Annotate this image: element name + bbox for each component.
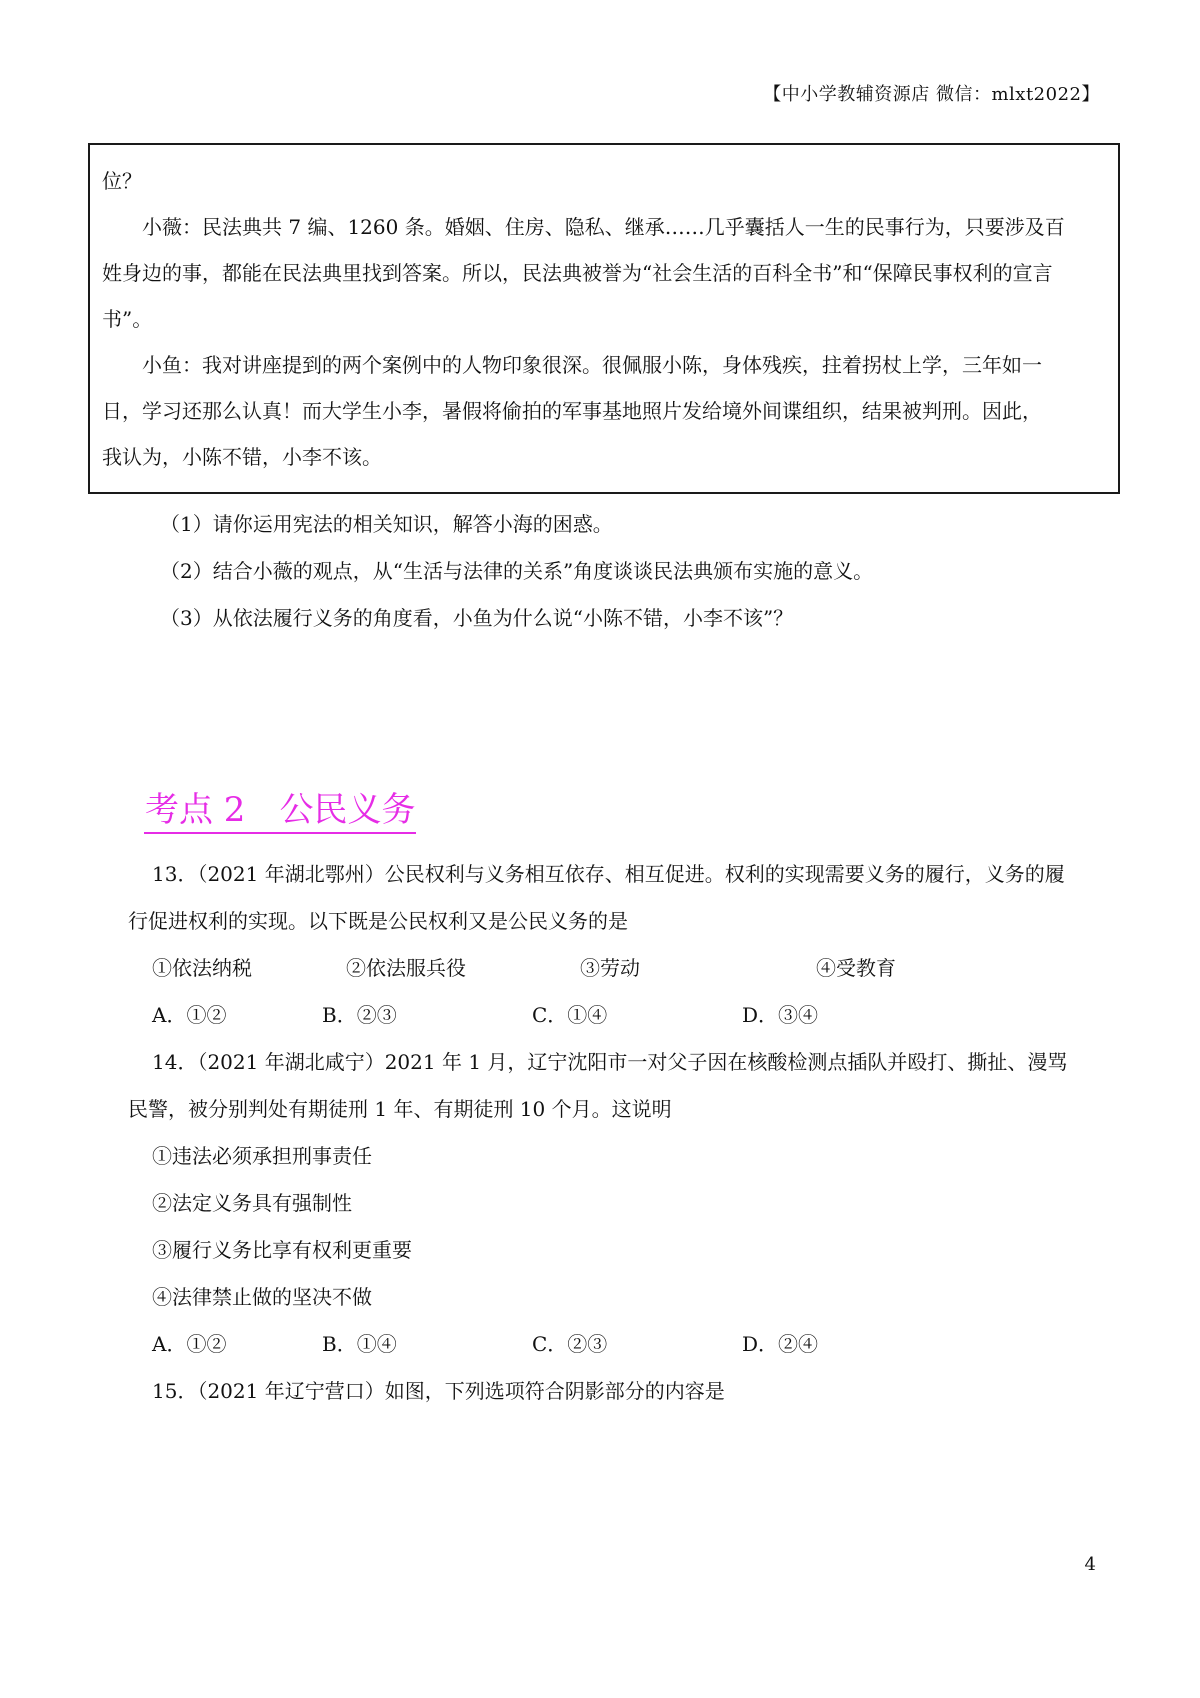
- question-1: （1）请你运用宪法的相关知识，解答小海的困惑。: [160, 512, 613, 536]
- q14-item-4: ④法律禁止做的坚决不做: [152, 1285, 372, 1309]
- page-number: 4: [1084, 1554, 1096, 1575]
- box-line: 位？: [102, 169, 142, 193]
- q13-item-1: ①依法纳税: [152, 956, 252, 980]
- page-header: 【中小学教辅资源店 微信：mlxt2022】: [763, 84, 1100, 105]
- q14-choice-b: B．①④: [322, 1332, 397, 1356]
- q13-choice-d: D．③④: [742, 1003, 819, 1027]
- box-line: 书”。: [102, 307, 153, 331]
- q14-choice-c: C．②③: [532, 1332, 608, 1356]
- q14-item-3: ③履行义务比享有权利更重要: [152, 1238, 412, 1262]
- q14-item-1: ①违法必须承担刑事责任: [152, 1144, 372, 1168]
- box-line: 我认为，小陈不错，小李不该。: [102, 445, 382, 469]
- q13-stem-line1: 13．（2021 年湖北鄂州）公民权利与义务相互依存、相互促进。权利的实现需要义务的履行，义务的履: [152, 862, 1065, 886]
- q14-choice-a: A．①②: [152, 1332, 227, 1356]
- q14-stem-line1: 14．（2021 年湖北咸宁）2021 年 1 月，辽宁沈阳市一对父子因在核酸检测点插队并殴打、撕扯、漫骂: [152, 1050, 1068, 1074]
- q13-stem-line2: 行促进权利的实现。以下既是公民权利又是公民义务的是: [128, 909, 628, 933]
- q13-item-4: ④受教育: [816, 956, 896, 980]
- q13-item-3: ③劳动: [580, 956, 640, 980]
- q13-choice-a: A．①②: [152, 1003, 227, 1027]
- section-title: 考点 2 公民义务: [144, 788, 416, 834]
- question-3: （3）从依法履行义务的角度看，小鱼为什么说“小陈不错，小李不该”？: [160, 606, 794, 630]
- q13-choice-c: C．①④: [532, 1003, 608, 1027]
- box-line: 姓身边的事，都能在民法典里找到答案。所以，民法典被誉为“社会生活的百科全书”和“保障民事权利的宣言: [102, 261, 1053, 285]
- q14-stem-line2: 民警，被分别判处有期徒刑 1 年、有期徒刑 10 个月。这说明: [128, 1097, 672, 1121]
- box-line: 日，学习还那么认真！而大学生小李，暑假将偷拍的军事基地照片发给境外间谍组织，结果被判刑。因此，: [102, 399, 1042, 423]
- box-line: 小薇：民法典共 7 编、1260 条。婚姻、住房、隐私、继承……几乎囊括人一生的民事行为，只要涉及百: [142, 215, 1065, 239]
- material-box: [88, 143, 1120, 494]
- q13-item-2: ②依法服兵役: [346, 956, 466, 980]
- q15-stem-line1: 15．（2021 年辽宁营口）如图，下列选项符合阴影部分的内容是: [152, 1379, 725, 1403]
- q14-choice-d: D．②④: [742, 1332, 819, 1356]
- box-line: 小鱼：我对讲座提到的两个案例中的人物印象很深。很佩服小陈，身体残疾，拄着拐杖上学，三年如一: [142, 353, 1042, 377]
- q13-choice-b: B．②③: [322, 1003, 397, 1027]
- q14-item-2: ②法定义务具有强制性: [152, 1191, 352, 1215]
- question-2: （2）结合小薇的观点，从“生活与法律的关系”角度谈谈民法典颁布实施的意义。: [160, 559, 874, 583]
